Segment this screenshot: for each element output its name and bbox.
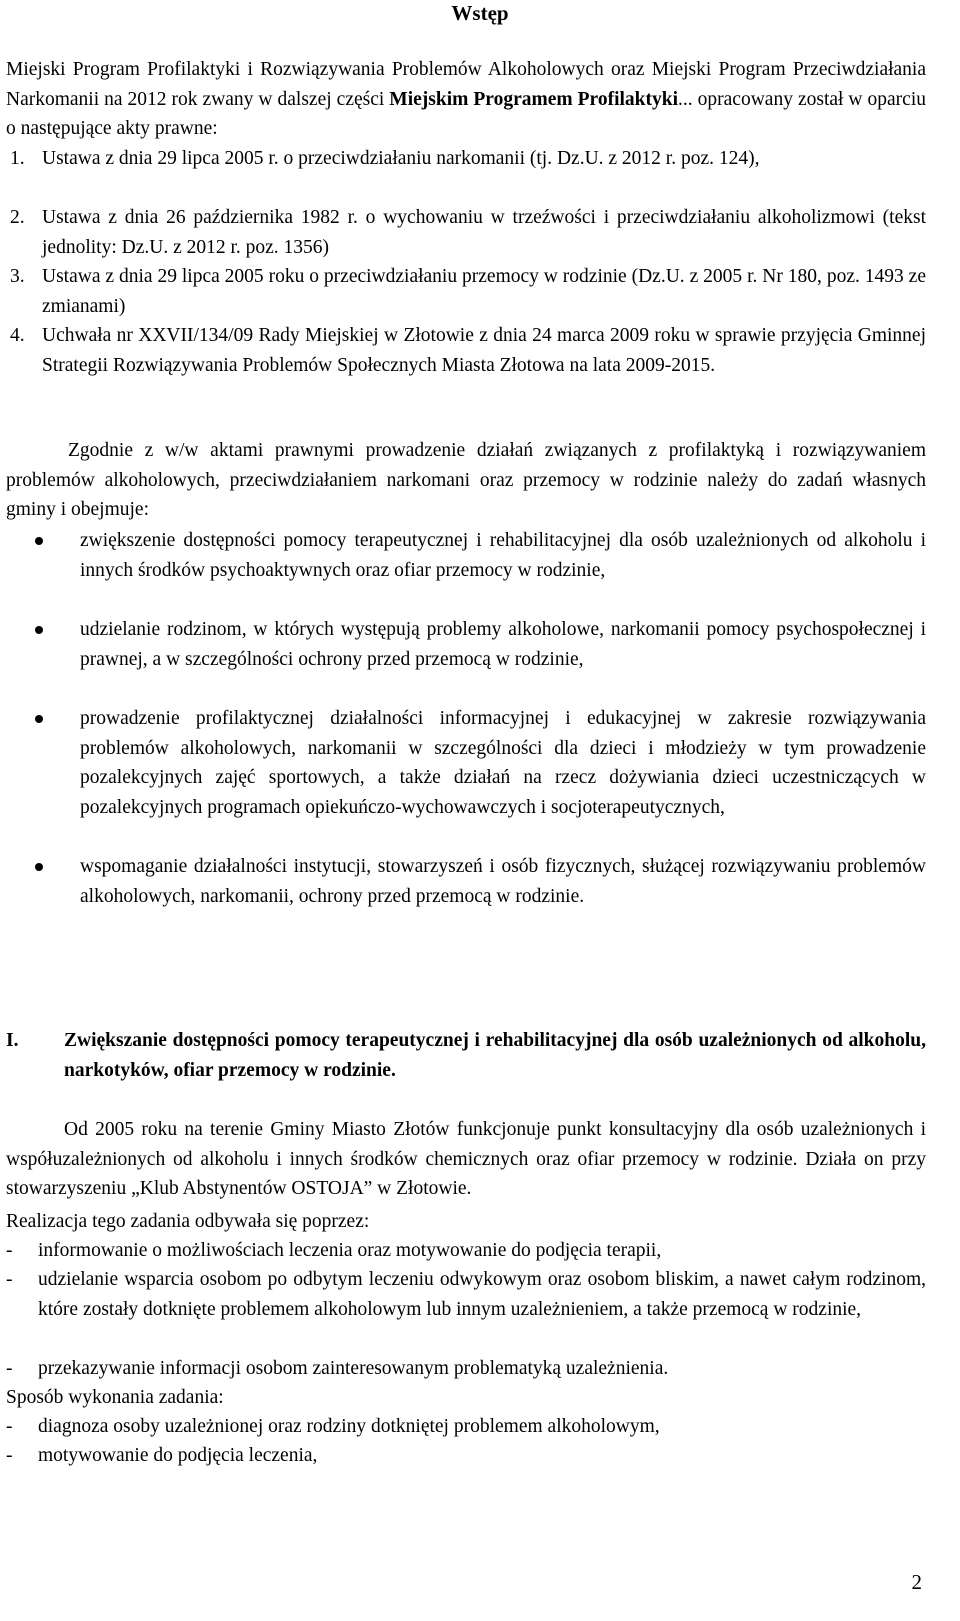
legal-act-number: 1. <box>10 148 25 169</box>
realization-text: udzielanie wsparcia osobom po odbytym leczeniu odwykowym oraz osobom bliskim, a nawet całym rodzinom, które zostały dotknięte problemem alkoholowym lub innym uzależnieniem, a także przemocą w rodzinie, <box>38 1269 926 1320</box>
legal-act-number: 2. <box>10 207 25 228</box>
legal-act-item <box>10 321 926 380</box>
realization-item <box>6 1265 926 1324</box>
task-bullet-item <box>80 615 926 674</box>
realization-text: przekazywanie informacji osobom zainteresowanym problematyką uzależnienia. <box>38 1358 669 1379</box>
tasks-intro-paragraph: Zgodnie z w/w aktami prawnymi prowadzenie działań związanych z profilaktyką i rozwiązywaniem problemów alkoholowych, przeciwdziałaniem narkomani oraz przemocy w rodzinie należy do zadań własnych gminy i obejmuje: <box>6 440 926 520</box>
realization-item <box>6 1354 926 1384</box>
method-label: Sposób wykonania zadania: <box>6 1387 224 1408</box>
section-number: I. <box>6 1030 19 1051</box>
task-bullet-item <box>80 704 926 822</box>
task-text: udzielanie rodzinom, w których występują problemy alkoholowe, narkomanii pomocy psychospołecznej i prawnej, a w szczególności ochrony przed przemocą w rodzinie, <box>80 619 926 670</box>
bullet-icon <box>35 626 43 634</box>
legal-act-text: Ustawa z dnia 26 października 1982 r. o wychowaniu w trzeźwości i przeciwdziałaniu alkoholizmowi (tekst jednolity: Dz.U. z 2012 r. poz. 1356) <box>42 207 926 258</box>
dash-marker: - <box>6 1269 13 1290</box>
page-number: 2 <box>911 1570 922 1594</box>
legal-act-item <box>10 262 926 321</box>
legal-act-text: Ustawa z dnia 29 lipca 2005 r. o przeciwdziałaniu narkomanii (tj. Dz.U. z 2012 r. poz. 124), <box>42 148 760 169</box>
page-title: Wstęp <box>451 1 509 25</box>
task-text: zwiększenie dostępności pomocy terapeutycznej i rehabilitacyjnej dla osób uzależnionych od alkoholu i innych środków psychoaktywnych oraz ofiar przemocy w rodzinie, <box>80 530 926 581</box>
legal-act-item <box>10 203 926 262</box>
section-paragraph: Od 2005 roku na terenie Gminy Miasto Złotów funkcjonuje punkt konsultacyjny dla osób uzależnionych i współuzależnionych od alkoholu i innych środków chemicznych oraz ofiar przemocy w rodzinie. Działa on przy stowarzyszeniu „Klub Abstynentów OSTOJA” w Złotowie. <box>6 1119 926 1199</box>
dash-marker: - <box>6 1416 13 1437</box>
realization-item <box>6 1236 926 1266</box>
method-item <box>6 1412 926 1442</box>
dash-marker: - <box>6 1240 13 1261</box>
realization-label: Realizacja tego zadania odbywała się poprzez: <box>6 1211 370 1232</box>
intro-paragraph <box>6 55 926 144</box>
legal-act-item <box>10 144 926 174</box>
task-bullet-item <box>80 852 926 911</box>
method-text: diagnoza osoby uzależnionej oraz rodziny dotkniętej problemem alkoholowym, <box>38 1416 660 1437</box>
bullet-icon <box>35 715 43 723</box>
dash-marker: - <box>6 1445 13 1466</box>
intro-text-part1: Miejski Program Profilaktyki i Rozwiązywania Problemów Alkoholowych oraz Miejski Program Przeciwdziałania Narkomanii na 2012 rok zwany w dalszej części <box>6 59 926 110</box>
legal-act-number: 3. <box>10 266 25 287</box>
method-text: motywowanie do podjęcia leczenia, <box>38 1445 318 1466</box>
task-text: wspomaganie działalności instytucji, stowarzyszeń i osób fizycznych, służącej rozwiązywaniu problemów alkoholowych, narkomanii, ochrony przed przemocą w rodzinie. <box>80 856 926 907</box>
bullet-icon <box>35 537 43 545</box>
legal-act-text: Uchwała nr XXVII/134/09 Rady Miejskiej w Złotowie z dnia 24 marca 2009 roku w sprawie przyjęcia Gminnej Strategii Rozwiązywania Problemów Społecznych Miasta Złotowa na lata 2009-2015. <box>42 325 926 376</box>
legal-act-text: Ustawa z dnia 29 lipca 2005 roku o przeciwdziałaniu przemocy w rodzinie (Dz.U. z 2005 r. Nr 180, poz. 1493 ze zmianami) <box>42 266 926 317</box>
task-bullet-item <box>80 526 926 585</box>
intro-text-part2: ... opracowany został w oparciu o następujące akty prawne: <box>6 88 926 139</box>
task-text: prowadzenie profilaktycznej działalności informacyjnej i edukacyjnej w zakresie rozwiązywania problemów alkoholowych, narkomanii w szczególności dla dzieci i młodzieży w tym prowadzenie pozalekcyjnych zajęć sportowych, a także działań na rzecz dożywiania dzieci uczestniczących w pozalekcyjnych programach opiekuńczo-wychowawczych i socjoterapeutycznych, <box>80 708 926 818</box>
intro-program-name: Miejskim Programem Profilaktyki <box>389 88 679 110</box>
method-item <box>6 1441 926 1471</box>
dash-marker: - <box>6 1358 13 1379</box>
realization-text: informowanie o możliwościach leczenia oraz motywowanie do podjęcia terapii, <box>38 1240 662 1261</box>
bullet-icon <box>35 863 43 871</box>
section-title: Zwiększanie dostępności pomocy terapeutycznej i rehabilitacyjnej dla osób uzależnionych od alkoholu, narkotyków, ofiar przemocy w rodzinie. <box>64 1030 926 1081</box>
legal-act-number: 4. <box>10 325 25 346</box>
